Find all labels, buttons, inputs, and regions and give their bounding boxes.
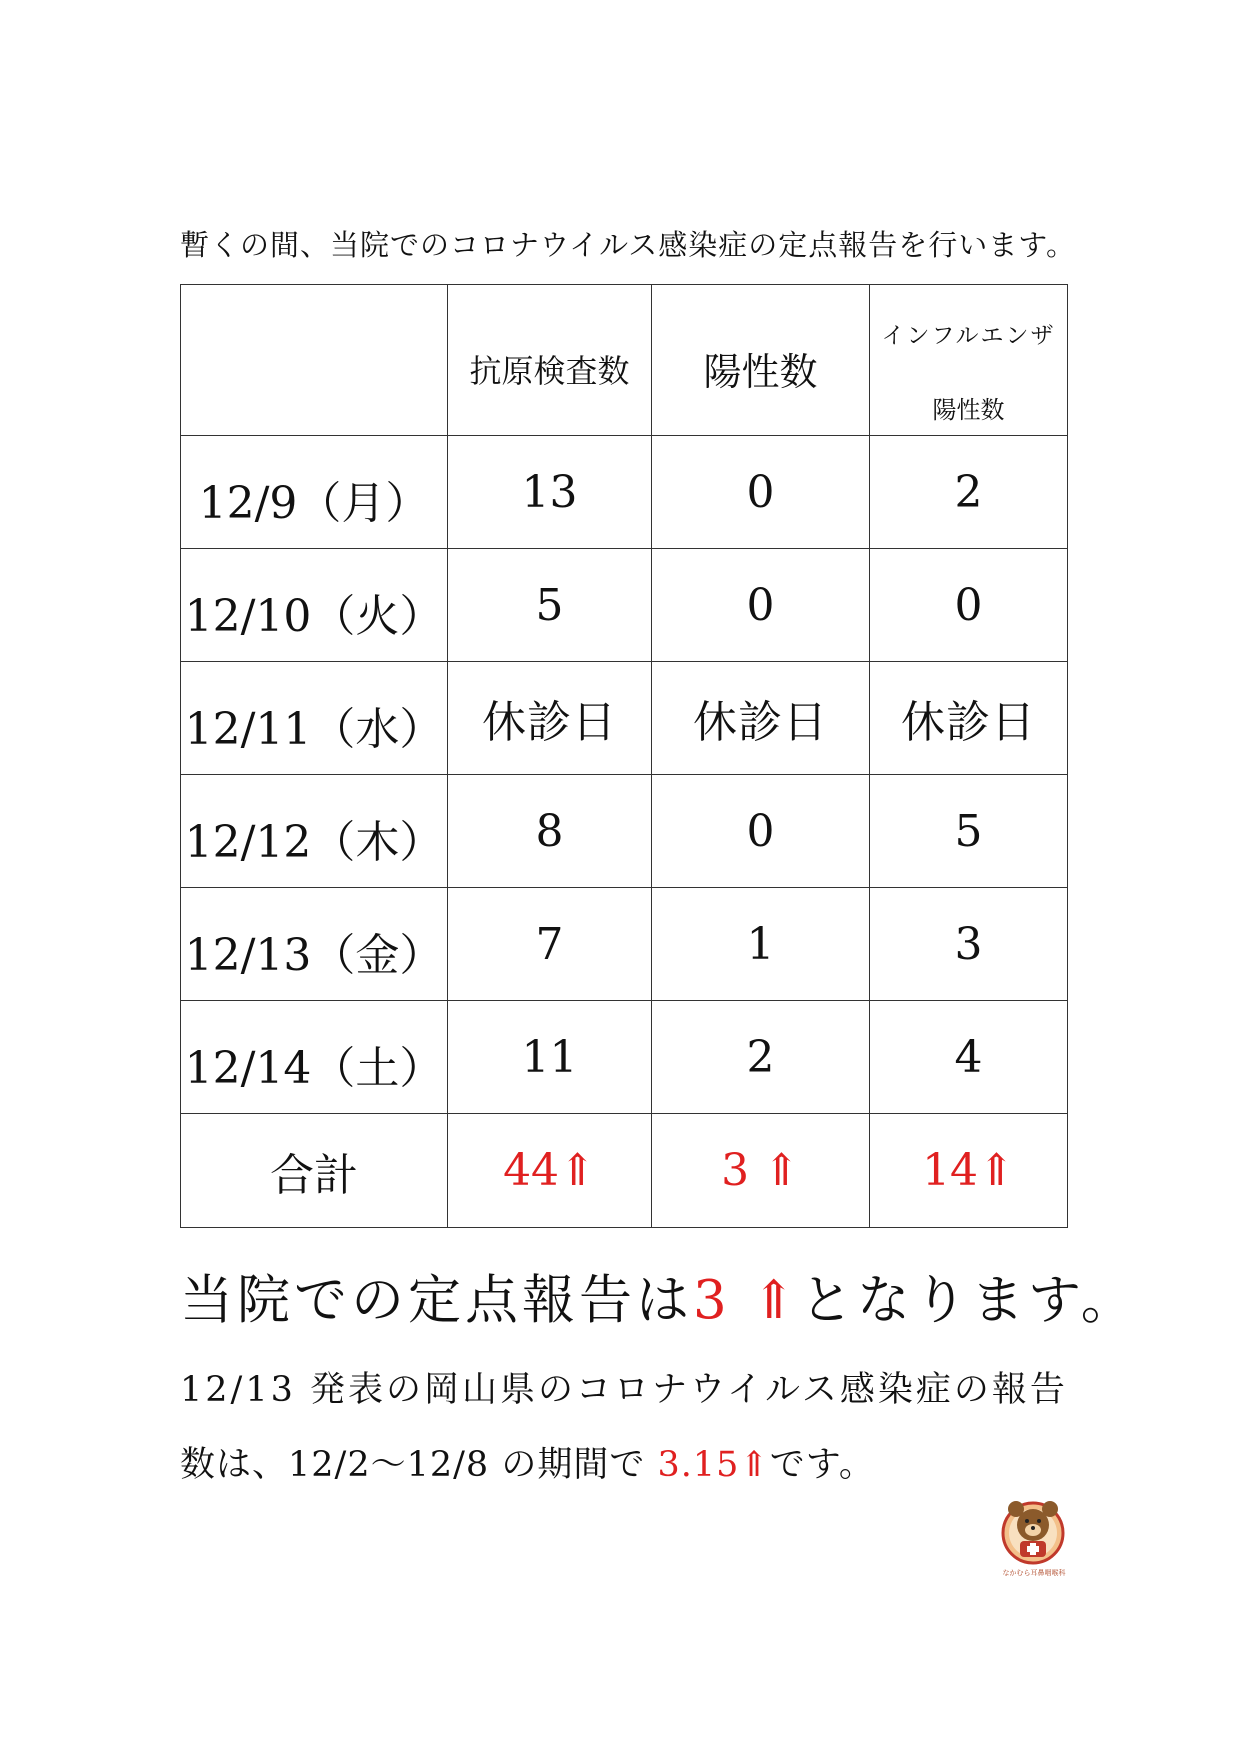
flu-positive-count: 2 [870,436,1068,549]
header-positive [652,285,870,436]
header-empty-cell [181,285,448,436]
table-row [181,662,1068,775]
date-cell [181,549,448,662]
date-cell [181,775,448,888]
prefecture-note-line1: 12/13 発表の岡山県のコロナウイルス感染症の報告 [180,1370,1068,1410]
positive-count: 0 [652,436,870,549]
header-antigen-label: 抗原検査数 [469,352,630,390]
positive-count: 2 [652,1001,870,1114]
flu-positive-count: 4 [870,1001,1068,1114]
table-row [181,549,1068,662]
header-antigen [448,285,652,436]
total-row [181,1114,1068,1228]
date-cell [181,888,448,1001]
table-row [181,775,1068,888]
flu-positive-count: 3 [870,888,1068,1001]
flu-positive-count: 0 [870,549,1068,662]
antigen-count: 5 [448,549,652,662]
flu-closed: 休診日 [870,662,1068,775]
date-label: 12/9（月） [198,478,430,529]
total-flu: 14⇑ [870,1114,1068,1228]
antigen-count: 13 [448,436,652,549]
date-label: 12/13（金） [184,930,444,981]
table-row [181,888,1068,1001]
table-row [181,436,1068,549]
clinic-logo-text: なかむら耳鼻咽喉科 [1002,1569,1066,1577]
header-positive-label: 陽性数 [703,349,818,394]
table-header-row [181,285,1068,436]
total-positive: 3 ⇑ [652,1114,870,1228]
date-label: 12/11（水） [184,704,444,755]
date-cell [181,1001,448,1114]
header-flu-label-line2: 陽性数 [932,396,1005,424]
note-line2-after: です。 [769,1445,875,1485]
table-row [181,1001,1068,1114]
positive-closed: 休診日 [652,662,870,775]
header-flu [870,285,1068,436]
date-label: 12/12（木） [184,817,444,868]
conclusion-text [180,1258,1138,1334]
flu-positive-count: 5 [870,775,1068,888]
positive-count: 0 [652,775,870,888]
positive-count: 0 [652,549,870,662]
date-label: 12/14（土） [184,1043,444,1094]
antigen-count: 11 [448,1001,652,1114]
total-antigen: 44⇑ [448,1114,652,1228]
conclusion-before: 当院での定点報告は [180,1270,693,1331]
intro-text: 暫くの間、当院でのコロナウイルス感染症の定点報告を行います。 [180,228,1076,262]
date-cell [181,436,448,549]
report-table [180,284,1068,1228]
date-cell [181,662,448,775]
positive-count: 1 [652,888,870,1001]
conclusion-after: となります。 [799,1270,1138,1331]
bear-clinic-logo-icon [998,1495,1068,1567]
antigen-count: 7 [448,888,652,1001]
date-label: 12/10（火） [184,591,444,642]
conclusion-value: 3 ⇑ [693,1270,800,1331]
header-flu-label-line1: インフルエンザ [881,323,1056,349]
note-line2-before: 数は、12/2～12/8 の期間で [180,1445,658,1485]
note-line2-value: 3.15⇑ [657,1445,770,1485]
total-label: 合計 [181,1114,448,1228]
antigen-closed: 休診日 [448,662,652,775]
antigen-count: 8 [448,775,652,888]
prefecture-note-line2 [180,1437,875,1487]
